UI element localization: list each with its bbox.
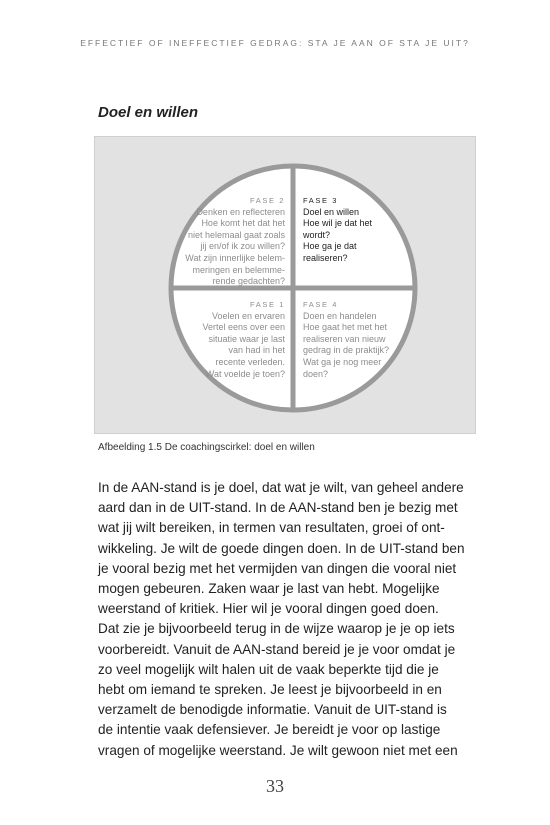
quadrant-line: Hoe ga je dat — [303, 241, 357, 252]
running-head: EFFECTIEF OF INEFFECTIEF GEDRAG: STA JE AAN OF STA JE UIT? — [80, 38, 470, 48]
quadrant-line: wordt? — [303, 229, 331, 240]
quadrant-line: Wat ga je nog meer — [303, 356, 382, 367]
paragraph-line: wat jij wilt bereiken, in termen van resultaten, groei of ont- — [98, 520, 445, 536]
quadrant-line: niet helemaal gaat zoals — [187, 229, 285, 240]
quadrant-line: jij en/of ik zou willen? — [200, 241, 285, 252]
coaching-circle-figure — [94, 136, 476, 434]
paragraph-line: zo veel mogelijk wilt halen uit de vaak beperkte tijd die je — [98, 661, 439, 677]
quadrant-line: recente verleden. — [215, 356, 285, 367]
quadrant-label: FASE 3 — [303, 196, 339, 205]
quadrant-label: FASE 4 — [303, 300, 339, 309]
quadrant-line: gedrag in de praktijk? — [303, 345, 390, 356]
quadrant-fase-1 — [202, 299, 285, 380]
quadrant-line: rende gedachten? — [212, 276, 285, 287]
paragraph-line: hebt om iemand te spreken. Je leest je bijvoorbeeld in en — [98, 682, 442, 698]
quadrant-fase-4 — [303, 299, 389, 380]
quadrant-label: FASE 1 — [249, 300, 285, 309]
quadrant-line: situatie waar je last — [208, 333, 285, 344]
paragraph-line: In de AAN-stand is je doel, dat wat je wilt, van geheel andere — [98, 480, 464, 495]
quadrant-line: Wat zijn innerlijke belem- — [185, 252, 285, 263]
paragraph-line: de intentie vaak defensiever. Je bereidt je voor op lastige — [98, 722, 441, 738]
quadrant-heading: Voelen en ervaren — [211, 310, 285, 321]
paragraph-line: vragen of mogelijke weerstand. Je wilt gewoon niet met een — [98, 742, 458, 758]
quadrant-line: meringen en belemme- — [192, 264, 285, 275]
quadrant-line: doen? — [303, 368, 329, 379]
figure-caption: Afbeelding 1.5 De coachingscirkel: doel en willen — [98, 442, 315, 453]
quadrant-heading: Doel en willen — [303, 206, 360, 217]
quadrant-line: realiseren van nieuw — [303, 333, 386, 344]
paragraph-line: verzamelt de benodigde informatie. Vanuit de UIT-stand is — [98, 702, 447, 718]
quadrant-line: Hoe gaat het met het — [303, 322, 388, 333]
paragraph-line: je vooral bezig met het vermijden van dingen die vooral niet — [98, 560, 457, 576]
quadrant-heading: Denken en reflecteren — [196, 206, 285, 217]
paragraph-line: aard dan in de UIT-stand. In de AAN-stand ben je bezig met — [98, 500, 458, 516]
quadrant-line: Hoe komt het dat het — [201, 218, 285, 229]
body-paragraph — [98, 478, 478, 761]
quadrant-heading: Doen en handelen — [303, 310, 377, 321]
quadrant-line: Wat voelde je toen? — [205, 368, 285, 379]
paragraph-line: mogen gebeuren. Zaken waar je last van hebt. Mogelijke — [98, 581, 440, 597]
quadrant-fase-3 — [303, 195, 372, 265]
paragraph-line: wikkeling. Je wilt de goede dingen doen. In de UIT-stand ben — [98, 540, 465, 556]
coaching-circle-diagram — [95, 137, 477, 435]
section-title: Doel en willen — [98, 104, 199, 121]
quadrant-line: Hoe wil je dat het — [303, 218, 373, 229]
quadrant-line: Vertel eens over een — [202, 322, 285, 333]
paragraph-line: voorbereidt. Vanuit de AAN-stand bereid je je voor omdat je — [98, 641, 456, 657]
page-number: 33 — [266, 776, 284, 796]
quadrant-line: realiseren? — [303, 252, 348, 263]
quadrant-fase-2 — [185, 195, 285, 288]
paragraph-line: weerstand of kritiek. Hier wil je vooral dingen goed doen. — [98, 601, 439, 617]
quadrant-line: van had in het — [228, 345, 285, 356]
quadrant-label: FASE 2 — [249, 196, 285, 205]
paragraph-line: Dat zie je bijvoorbeeld terug in de wijze waarop je je op iets — [98, 621, 455, 637]
